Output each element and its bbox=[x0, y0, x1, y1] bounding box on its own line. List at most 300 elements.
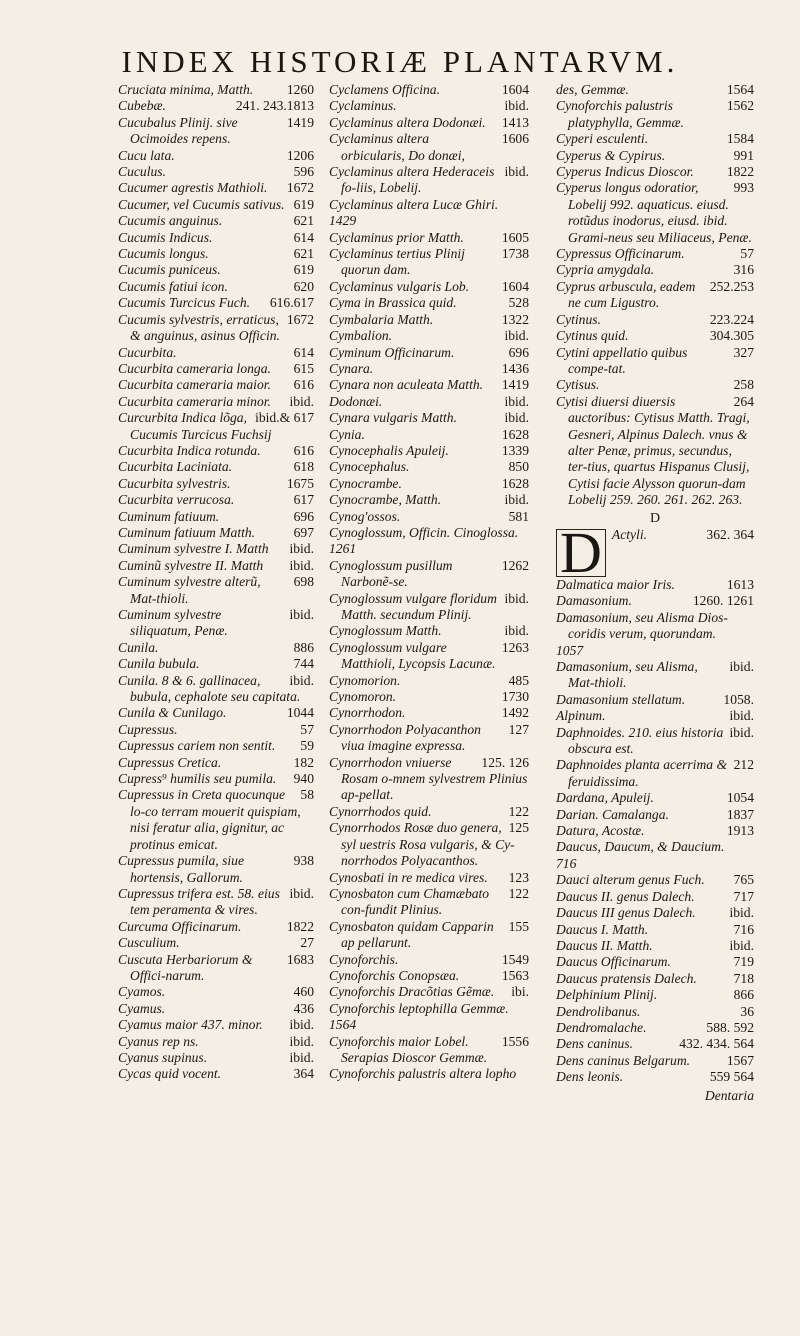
entry-page: 619 bbox=[293, 196, 314, 212]
entry-page: 362. 364 bbox=[706, 526, 754, 542]
entry-text: Daphnoides planta acerrima & feruidissima. bbox=[556, 757, 728, 789]
entry-text: Cynocrambe. bbox=[329, 475, 402, 491]
entry-text: Cupressus trifera est. 58. eius tem peramenta & vires. bbox=[118, 885, 280, 918]
index-entry bbox=[329, 820, 529, 869]
entry-page: ibid. bbox=[504, 393, 529, 409]
index-entry bbox=[329, 558, 529, 591]
entry-page: 615 bbox=[293, 360, 314, 376]
entry-page: 432. 434. 564 bbox=[679, 1036, 754, 1052]
entry-text: Cyclaminus altera Dodonæi. bbox=[329, 114, 486, 130]
index-entry bbox=[118, 345, 314, 361]
index-entry bbox=[329, 870, 529, 886]
entry-page: 938 bbox=[293, 853, 314, 869]
entry-text: des, Gemmæ. bbox=[556, 82, 629, 97]
index-entry bbox=[329, 1017, 529, 1033]
entry-text: Cyanus rep ns. bbox=[118, 1033, 199, 1049]
section-letter: D bbox=[649, 510, 661, 526]
entry-text: Dauci alterum genus Fuch. bbox=[556, 872, 705, 888]
entry-text: Cucumis Turcicus Fuch. bbox=[118, 295, 251, 311]
entry-text: Cuminũ sylvestre II. Matth bbox=[118, 557, 264, 573]
entry-page: 719 bbox=[733, 954, 754, 970]
index-entry bbox=[118, 705, 314, 721]
entry-text: Dalmatica maior Iris. bbox=[556, 576, 675, 592]
entry-text: Cynoforchis palustris platyphylla, Gemmæ. bbox=[556, 98, 684, 130]
index-entry bbox=[118, 148, 314, 164]
entry-text: Cynosbaton cum Chamæbato con-fundit Plinius. bbox=[329, 885, 490, 918]
entry-page: 718 bbox=[733, 970, 754, 986]
index-entry bbox=[118, 295, 314, 311]
entry-text: Cynocrambe, Matth. bbox=[329, 492, 442, 508]
entry-page: 1419 bbox=[501, 377, 529, 393]
index-entry bbox=[118, 262, 314, 278]
entry-text: Alpinum. bbox=[556, 708, 606, 724]
entry-text: Cucumer agrestis Mathioli. bbox=[118, 180, 268, 196]
entry-text: Cupressus cariem non sentit. bbox=[118, 738, 276, 754]
index-entry bbox=[329, 476, 529, 492]
entry-text: Daucus I. Matth. bbox=[556, 921, 649, 937]
entry-text: 1429 bbox=[329, 213, 357, 229]
entry-page: 36 bbox=[740, 1003, 754, 1019]
index-entry bbox=[556, 345, 754, 378]
index-entry bbox=[329, 722, 529, 755]
entry-text: Cucurbita cameraria longa. bbox=[118, 360, 271, 376]
entry-page: 258 bbox=[733, 377, 754, 393]
index-entry bbox=[118, 673, 314, 706]
index-entry bbox=[118, 935, 314, 951]
page-header: INDEX HISTORIÆ PLANTARVM. bbox=[121, 44, 679, 79]
index-entry bbox=[556, 659, 754, 692]
entry-page: ibid. bbox=[504, 98, 529, 114]
index-entry bbox=[556, 856, 754, 872]
entry-text: Daucus Officinarum. bbox=[556, 954, 671, 970]
entry-page: 241. 243.1813 bbox=[235, 98, 314, 114]
index-entry bbox=[329, 410, 529, 426]
entry-text: Cupress⁹ humilis seu pumila. bbox=[118, 771, 277, 787]
index-entry bbox=[556, 938, 754, 954]
index-entry bbox=[329, 394, 529, 410]
entry-page: 1822 bbox=[726, 164, 754, 180]
index-entry bbox=[329, 230, 529, 246]
index-entry bbox=[556, 725, 754, 758]
entry-text: Damasonium, seu Alisma, Mat-thioli. bbox=[556, 659, 698, 691]
index-entry bbox=[556, 1069, 754, 1085]
index-entry bbox=[329, 673, 529, 689]
entry-page: ibid. bbox=[729, 724, 754, 740]
index-entry bbox=[556, 180, 754, 246]
entry-page: 252.253 bbox=[709, 278, 754, 294]
entry-text: Cynocephalus. bbox=[329, 459, 410, 475]
entry-page: 1730 bbox=[501, 689, 529, 705]
index-entry bbox=[329, 804, 529, 820]
index-entry bbox=[556, 839, 754, 855]
entry-text: Cynog'ossos. bbox=[329, 508, 401, 524]
entry-page: 1413 bbox=[501, 114, 529, 130]
index-entry bbox=[329, 459, 529, 475]
entry-text: Cynoforchis leptophilla Gemmæ. bbox=[329, 1000, 509, 1016]
entry-text: Cupressus in Creta quocunque lo-co terram mouerit quispiam, nisi feratur alia, gignitur, ac protinus emicat. bbox=[118, 787, 301, 852]
entry-page: 596 bbox=[293, 164, 314, 180]
index-entry bbox=[118, 738, 314, 754]
entry-text: Cycas quid vocent. bbox=[118, 1066, 222, 1082]
entry-page: ibid. bbox=[729, 905, 754, 921]
entry-text: Cuminum fatiuum. bbox=[118, 508, 220, 524]
entry-text: Dens caninus. bbox=[556, 1036, 634, 1052]
entry-text: Cucumis anguinus. bbox=[118, 213, 223, 229]
entry-page: ibid. bbox=[289, 672, 314, 688]
entry-page: ibid. bbox=[504, 590, 529, 606]
entry-page: 1672 bbox=[286, 311, 314, 327]
index-entry bbox=[329, 919, 529, 952]
index-entry bbox=[118, 656, 314, 672]
entry-text: Curcuma Officinarum. bbox=[118, 918, 242, 934]
entry-text: Cynoglossum, Officin. Cinoglossa. bbox=[329, 524, 519, 540]
entry-page: 1492 bbox=[501, 705, 529, 721]
index-entry bbox=[118, 771, 314, 787]
entry-text: Cynomoron. bbox=[329, 689, 397, 705]
index-entry bbox=[329, 197, 529, 213]
entry-page: 123 bbox=[508, 869, 529, 885]
entry-text: Cupressus pumila, siue hortensis, Gallorum. bbox=[118, 853, 245, 885]
entry-page: 57 bbox=[300, 721, 314, 737]
entry-page: 696 bbox=[293, 508, 314, 524]
index-entry bbox=[118, 312, 314, 345]
index-entry bbox=[329, 509, 529, 525]
entry-text: Delphinium Plinij. bbox=[556, 987, 658, 1003]
entry-page: 1605 bbox=[501, 229, 529, 245]
d-section-start bbox=[556, 527, 754, 593]
index-entry bbox=[556, 757, 754, 790]
entry-text: Cyperus longus odoratior, Lobelij 992. aquaticus. eiusd. rotũdus inodorus, eiusd. ibid. Grami-neus seu Miliaceus, Penæ. bbox=[556, 180, 752, 245]
entry-page: ibid. bbox=[504, 492, 529, 508]
index-entry bbox=[556, 1036, 754, 1052]
entry-text: Cubebæ. bbox=[118, 98, 166, 114]
index-entry bbox=[329, 164, 529, 197]
entry-page: 850 bbox=[508, 459, 529, 475]
index-entry bbox=[556, 692, 754, 708]
entry-page: 1206 bbox=[286, 147, 314, 163]
index-entry bbox=[556, 1004, 754, 1020]
index-entry bbox=[556, 807, 754, 823]
entry-page: ibid. bbox=[504, 164, 529, 180]
entry-text: Cunila & Cunilago. bbox=[118, 705, 227, 721]
entry-page: 581 bbox=[508, 508, 529, 524]
entry-page: 696 bbox=[508, 344, 529, 360]
entry-page: 1549 bbox=[501, 951, 529, 967]
index-entry bbox=[118, 952, 314, 985]
index-entry bbox=[556, 577, 754, 593]
entry-text: Curcurbita Indica lõga, Cucumis Turcicus Fuchsij bbox=[118, 410, 272, 442]
entry-text: Cyclaminus vulgaris Lob. bbox=[329, 278, 470, 294]
index-entry bbox=[329, 705, 529, 721]
entry-text: Datura, Acostæ. bbox=[556, 823, 645, 839]
entry-text: Cucumer, vel Cucumis sativus. bbox=[118, 196, 285, 212]
entry-text: Cucurbita Indica rotunda. bbox=[118, 442, 261, 458]
entry-page: 1683 bbox=[286, 951, 314, 967]
entry-text: Cymbalaria Matth. bbox=[329, 311, 434, 327]
index-entry bbox=[118, 722, 314, 738]
entry-page: 27 bbox=[300, 935, 314, 951]
index-entry bbox=[118, 377, 314, 393]
index-entry bbox=[329, 361, 529, 377]
entry-text: Cupressus. bbox=[118, 721, 178, 737]
index-entry bbox=[556, 823, 754, 839]
entry-text: Cynorrhodos Rosæ duo genera, syl uestris Rosa vulgaris, & Cy-norrhodos Polyacanthos. bbox=[329, 820, 515, 869]
index-entry bbox=[556, 82, 754, 98]
entry-page: 1738 bbox=[501, 246, 529, 262]
entry-text: Cyminum Officinarum. bbox=[329, 344, 455, 360]
entry-text: Cucumis Indicus. bbox=[118, 229, 213, 245]
entry-page: ibid. bbox=[289, 1049, 314, 1065]
index-entry bbox=[118, 1017, 314, 1033]
index-entry bbox=[329, 246, 529, 279]
entry-text: Actyli. bbox=[611, 526, 647, 542]
index-entry bbox=[118, 492, 314, 508]
entry-page: 460 bbox=[293, 984, 314, 1000]
entry-page: 1260 bbox=[286, 82, 314, 97]
index-entry bbox=[556, 1053, 754, 1069]
entry-text: Cynoglossum vulgare floridum Matth. secundum Plinij. bbox=[329, 590, 497, 622]
entry-text: Cynosbaton quidam Capparin ap pellarunt. bbox=[329, 918, 494, 951]
entry-text: Cyamus. bbox=[118, 1000, 166, 1016]
entry-text: Cunila. 8 & 6. gallinacea, bubula, cephalote seu capitata. bbox=[118, 672, 301, 705]
index-entry bbox=[118, 164, 314, 180]
entry-page: ibid. bbox=[289, 1033, 314, 1049]
index-entry bbox=[329, 640, 529, 673]
index-entry bbox=[118, 640, 314, 656]
entry-text: Cucurbita Laciniata. bbox=[118, 459, 233, 475]
index-entry bbox=[329, 952, 529, 968]
entry-page: 1556 bbox=[501, 1033, 529, 1049]
entry-text: Cynia. bbox=[329, 426, 365, 442]
index-entry bbox=[118, 197, 314, 213]
entry-text: Cucurbita cameraria minor. bbox=[118, 393, 271, 409]
index-entry bbox=[329, 591, 529, 624]
entry-page: 1562 bbox=[726, 98, 754, 114]
entry-text: Cynorrhodon. bbox=[329, 705, 406, 721]
entry-text: Cynoforchis. bbox=[329, 951, 399, 967]
entry-text: Cucumis fatiui icon. bbox=[118, 278, 228, 294]
index-entry bbox=[118, 246, 314, 262]
entry-text: Cyamos. bbox=[118, 984, 166, 1000]
entry-page: 1260. 1261 bbox=[692, 593, 754, 609]
entry-text: Cuscuta Herbariorum & Offici-narum. bbox=[118, 951, 253, 983]
entry-page: 1604 bbox=[501, 82, 529, 97]
index-entry bbox=[118, 787, 314, 853]
entry-page: ibid. bbox=[289, 885, 314, 901]
entry-text: Cruciata minima, Matth. bbox=[118, 82, 254, 97]
entry-page: 264 bbox=[733, 393, 754, 409]
index-entry bbox=[556, 708, 754, 724]
entry-page: 1263 bbox=[501, 639, 529, 655]
entry-page: 1436 bbox=[501, 360, 529, 376]
entry-text: Cusculium. bbox=[118, 935, 180, 951]
index-column-1 bbox=[118, 82, 314, 1083]
index-entry bbox=[329, 984, 529, 1000]
entry-page: 1564 bbox=[726, 82, 754, 97]
entry-text: Cynara non aculeata Matth. bbox=[329, 377, 484, 393]
entry-text: Damasonium. bbox=[556, 593, 632, 609]
entry-text: Cucumis longus. bbox=[118, 246, 209, 262]
entry-text: Dodonæi. bbox=[329, 393, 383, 409]
entry-text: Daucus III genus Dalech. bbox=[556, 905, 696, 921]
entry-text: Dens leonis. bbox=[556, 1069, 624, 1085]
entry-text: Cyperus & Cypirus. bbox=[556, 147, 666, 163]
index-entry bbox=[329, 968, 529, 984]
entry-text: Dendrolibanus. bbox=[556, 1003, 641, 1019]
entry-text: Daphnoides. 210. eius historia obscura est. bbox=[556, 724, 724, 757]
entry-page: 59 bbox=[300, 738, 314, 754]
entry-page: 866 bbox=[733, 987, 754, 1003]
index-column-3 bbox=[556, 82, 754, 1104]
index-entry bbox=[329, 689, 529, 705]
index-entry bbox=[118, 394, 314, 410]
entry-text: Cuminum sylvestre siliquatum, Penæ. bbox=[118, 607, 228, 639]
index-entry bbox=[118, 853, 314, 886]
entry-page: 57 bbox=[740, 246, 754, 262]
index-entry bbox=[329, 886, 529, 919]
entry-text: 1261 bbox=[329, 541, 357, 557]
entry-text: 1564 bbox=[329, 1017, 357, 1033]
entry-page: 698 bbox=[293, 574, 314, 590]
index-entry bbox=[329, 82, 529, 98]
index-entry bbox=[556, 971, 754, 987]
entry-text: Cynorrhodon vniuerse Rosam o-mnem sylvestrem Plinius ap-pellat. bbox=[329, 754, 528, 803]
entry-text: Cucurbita sylvestris. bbox=[118, 475, 231, 491]
index-entry bbox=[556, 164, 754, 180]
entry-page: 619 bbox=[293, 262, 314, 278]
entry-page: 528 bbox=[508, 295, 529, 311]
entry-page: ibid.& 617 bbox=[255, 410, 314, 426]
index-entry bbox=[329, 345, 529, 361]
index-entry bbox=[329, 295, 529, 311]
index-entry bbox=[118, 919, 314, 935]
entry-page: 1837 bbox=[726, 806, 754, 822]
index-entry bbox=[556, 262, 754, 278]
index-entry bbox=[556, 790, 754, 806]
index-entry bbox=[118, 558, 314, 574]
entry-page: 223.224 bbox=[709, 311, 754, 327]
index-entry bbox=[118, 886, 314, 919]
entry-page: 886 bbox=[293, 639, 314, 655]
entry-text: Cuminum fatiuum Matth. bbox=[118, 524, 256, 540]
entry-text: Cytinus. bbox=[556, 311, 601, 327]
entry-page: 717 bbox=[733, 888, 754, 904]
index-entry bbox=[118, 410, 314, 443]
entry-page: 1584 bbox=[726, 131, 754, 147]
entry-page: 316 bbox=[733, 262, 754, 278]
index-entry bbox=[118, 1034, 314, 1050]
entry-page: ibid. bbox=[504, 623, 529, 639]
index-entry bbox=[118, 230, 314, 246]
entry-page: 716 bbox=[733, 921, 754, 937]
index-entry bbox=[556, 954, 754, 970]
entry-text: Dardana, Apuleij. bbox=[556, 790, 654, 806]
entry-page: 485 bbox=[508, 672, 529, 688]
index-entry bbox=[329, 98, 529, 114]
catchword: Dentaria bbox=[704, 1087, 754, 1103]
entry-text: Cyperi esculenti. bbox=[556, 131, 649, 147]
entry-page: 125. 126 bbox=[481, 754, 529, 770]
entry-text: Daucus pratensis Dalech. bbox=[556, 970, 697, 986]
entry-page: 327 bbox=[733, 344, 754, 360]
index-entry bbox=[329, 131, 529, 164]
entry-text: Cynosbati in re medica vires. bbox=[329, 869, 488, 885]
entry-text: Cyanus supinus. bbox=[118, 1049, 208, 1065]
entry-page: 1058. bbox=[723, 691, 754, 707]
entry-page: 1675 bbox=[286, 475, 314, 491]
entry-text: Cynorrhodon Polyacanthon viua imagine expressa. bbox=[329, 721, 481, 754]
entry-page: 436 bbox=[293, 1000, 314, 1016]
entry-page: 1604 bbox=[501, 278, 529, 294]
entry-text: Cypressus Officinarum. bbox=[556, 246, 685, 262]
entry-text: Cynorrhodos quid. bbox=[329, 803, 432, 819]
entry-text: Cucumis sylvestris, erraticus, & anguinus, asinus Officin. bbox=[118, 311, 280, 344]
entry-text: Cynoforchis Dracõtias Gẽmæ. bbox=[329, 984, 495, 1000]
entry-text: Cyclaminus. bbox=[329, 98, 397, 114]
entry-text: Damasonium, seu Alisma Dios-coridis verum, quorundam. bbox=[556, 609, 728, 642]
entry-page: 122 bbox=[508, 803, 529, 819]
entry-text: Cynoglossum Matth. bbox=[329, 623, 442, 639]
index-entry bbox=[329, 443, 529, 459]
entry-page: 616 bbox=[293, 442, 314, 458]
index-entry bbox=[118, 476, 314, 492]
index-entry bbox=[556, 1020, 754, 1036]
entry-page: 620 bbox=[293, 278, 314, 294]
entry-text: Cynara vulgaris Matth. bbox=[329, 410, 458, 426]
entry-text: Cyclaminus altera Lucæ Ghiri. bbox=[329, 196, 499, 212]
entry-page: 618 bbox=[293, 459, 314, 475]
entry-page: 744 bbox=[293, 656, 314, 672]
index-entry bbox=[329, 213, 529, 229]
index-entry bbox=[556, 987, 754, 1003]
entry-text: Cyma in Brassica quid. bbox=[329, 295, 457, 311]
index-entry bbox=[118, 279, 314, 295]
entry-text: Cyclaminus altera orbicularis, Do donæi, bbox=[329, 131, 465, 163]
index-entry bbox=[329, 541, 529, 557]
entry-page: 1567 bbox=[726, 1052, 754, 1068]
entry-text: Daucus II. Matth. bbox=[556, 937, 653, 953]
entry-text: Cyperus Indicus Dioscor. bbox=[556, 164, 694, 180]
index-entry bbox=[329, 1001, 529, 1017]
index-entry bbox=[118, 509, 314, 525]
entry-text: Cynoforchis Conopsæa. bbox=[329, 967, 460, 983]
index-entry bbox=[329, 492, 529, 508]
entry-text: Cynoglossum pusillum Narbonẽ-se. bbox=[329, 557, 453, 590]
entry-text: Cuminum sylvestre I. Matth bbox=[118, 541, 269, 557]
entry-text: Cucu lata. bbox=[118, 147, 175, 163]
entry-page: 621 bbox=[293, 213, 314, 229]
index-entry bbox=[118, 1001, 314, 1017]
index-entry bbox=[556, 98, 754, 131]
entry-page: 155 bbox=[508, 918, 529, 934]
entry-page: 621 bbox=[293, 246, 314, 262]
entry-text: Cynoglossum vulgare Matthioli, Lycopsis Lacunæ. bbox=[329, 639, 496, 672]
entry-text: Darian. Camalanga. bbox=[556, 806, 669, 822]
index-entry bbox=[556, 922, 754, 938]
entry-text: Dendromalache. bbox=[556, 1019, 647, 1035]
index-entry bbox=[329, 755, 529, 804]
drop-cap-letter: D bbox=[556, 529, 606, 577]
entry-page: 559 564 bbox=[709, 1069, 754, 1085]
index-entry bbox=[556, 394, 754, 509]
entry-page: 1606 bbox=[501, 131, 529, 147]
entry-page: 182 bbox=[293, 754, 314, 770]
entry-text: Cucubalus Plinij. sive Ocimoides repens. bbox=[118, 114, 238, 147]
entry-text: Cuminum sylvestre alterũ, Mat-thioli. bbox=[118, 574, 261, 606]
entry-page: 1262 bbox=[501, 557, 529, 573]
entry-text: Damasonium stellatum. bbox=[556, 691, 686, 707]
index-entry bbox=[118, 1066, 314, 1082]
